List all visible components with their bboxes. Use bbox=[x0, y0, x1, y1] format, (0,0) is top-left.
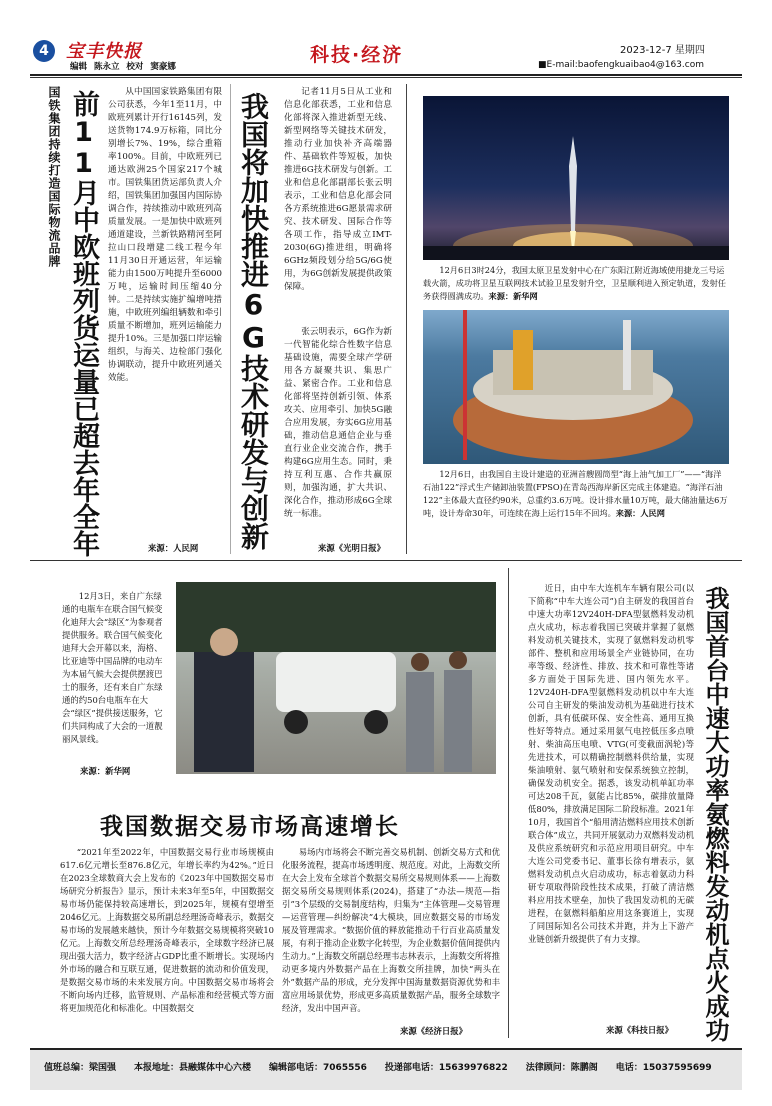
email-line: ■E-mail:baofengkuaibao4@163.com bbox=[538, 60, 704, 70]
article3-col2: 易场内市场将会不断完善交易机制、创新交易方式和优化服务流程，提高市场透明度、规范度。对此，上海数交所在大会上发布全球首个数据交易所交易规则体系——上海数据交易所交易规则体系(2024)，搭建了“办法—规范—指引”3个层级的交易制度结构，归集为“主体管理—交易管理—运营管理—纠纷解决”4大模块，回应数据交易的市场发展及管理需求。“数据价值的释放能推动千行百业高质量发展，有利于推动企业数字化转型，为企业数据价值间提供内生动力。”上海数交所副总经理韦志林表示，上海数交所将推动更多境内外数据产品在上海数交所挂牌，加快“两头在外”数据产品的形成，充分发挥中国海量数据资源优势和丰富应用场景优势，形成更多高质量数据产品，服务全球数字经济，发出中国声音。 bbox=[282, 847, 500, 1013]
article3-headline: 我国数据交易市场高速增长 bbox=[100, 814, 400, 840]
issue-date: 2023-12-7 星期四 bbox=[620, 45, 705, 56]
people-illustration bbox=[176, 582, 496, 774]
column-divider bbox=[406, 84, 407, 554]
page-number-badge: 4 bbox=[33, 40, 55, 62]
column-divider bbox=[230, 84, 231, 554]
header-divider bbox=[30, 74, 742, 76]
article1-headline: 前11月中欧班列货运量已超去年全年 bbox=[68, 90, 99, 557]
editor-line: 编辑 陈永立 校对 窦豪娜 bbox=[70, 62, 176, 72]
footer-legal-advisor: 法律顾问：陈鹏阁 bbox=[525, 1063, 598, 1073]
photo2-caption: 12月6日，由我国自主设计建造的亚洲首艘圆筒型“海上油气加工厂”——“海洋石油122”浮式生产储卸油装置(FPSO)在青岛西海岸新区完成主体建造。“海洋石油122”主体最大直径约90米，总重约3.6万吨。设计排水量10万吨，最大储油量达6万吨，设计寿命30年，可连续在海上运行15年不回坞。来源：人民网 bbox=[423, 469, 728, 518]
column-divider bbox=[508, 568, 509, 1038]
section-divider bbox=[30, 560, 742, 561]
section-title: 科技·经济 bbox=[310, 44, 404, 66]
article1-kicker: 国铁集团持续打造国际物流品牌 bbox=[47, 86, 61, 268]
rocket-illustration bbox=[423, 96, 729, 260]
footer-phone: 电话：15037595699 bbox=[615, 1063, 712, 1073]
header-divider-thin bbox=[30, 77, 742, 78]
article2-headline: 我国将加快推进6G技术研发与创新 bbox=[237, 92, 270, 550]
footer-address: 本报地址：县融媒体中心六楼 bbox=[134, 1063, 252, 1073]
dubai-green-zone-photo bbox=[176, 582, 496, 774]
article3-col1: “2021年至2022年，中国数据交易行业市场规模由617.6亿元增长至876.8亿元，年增长率约为42%。”近日在2023全球数商大会上发布的《2023年中国数据交易市场研究分析报告》显示，预计未来3年至5年，中国数据交易市场仍能保持较高速增长，到2025年，规模有望增至2046亿元。上海数据交易所副总经理汤奇峰表示，数据交易市场的发展越来越快，预计今年数据交易规模将突破10亿元。上海数交所总经理汤奇峰表示，全球数字经济已展现出强大活力，数字经济占GDP比重不断增长。实现场内外市场的融合和互联互通，促进数据的流动和价值发现，是数据交易市场的未来发展方向。中国数据交易市场将会不断向场内迁移，监管规则、产品标准和经营模式等方面将更加规范化和标准化。中国数据交 bbox=[60, 847, 274, 1013]
photo3-source: 来源：新华网 bbox=[80, 766, 131, 776]
footer-editor: 值班总编：梁国强 bbox=[44, 1063, 117, 1073]
rocket-launch-photo bbox=[423, 96, 729, 260]
article4-source: 来源《科技日报》 bbox=[606, 1025, 673, 1035]
article2-source: 来源《光明日报》 bbox=[318, 543, 385, 553]
footer-editorial-phone: 编辑部电话：7065556 bbox=[269, 1063, 367, 1073]
photo3-caption: 12月3日，来自广东绿通的电瓶车在联合国气候变化迪拜大会“绿区”为参观者提供服务。联合国气候变化迪拜大会开幕以来，海格、比亚迪等中国品牌的电动车为本届气候大会提供摆渡巴士的服务，还有来自广东绿通的约50台电瓶车在大会“绿区”提供接送服务，它们共同构成了大会的一道靓丽风景线。 bbox=[62, 591, 163, 744]
article3-source: 来源《经济日报》 bbox=[400, 1026, 467, 1036]
article4-body: 近日，由中车大连机车车辆有限公司(以下简称“中车大连公司”)自主研发的我国首台中速大功率12V240H-DFA型氨燃料发动机点火成功，标志着我国已突破并掌握了氨燃料发动机关键技术，实现了氨燃料发动机零部件、整机和应用场景全产业链协同，在功率等级、经济性、排放、技术和可靠性等诸多方面处于国际先进、国内领先水平。12V240H-DFA型氨燃料发动机以中车大连公司自主研发的柴油发动机为基础进行技术创新，具有低碳环保、安全性高、通用互换性好等特点。通过采用氨气电控低压多点喷射、柴油高压电喷、VTG(可变截面涡轮)等先进技术，可以精确控制燃料供给量，实现柴油喷射、氨气喷射和安保系统独立控制，确保发动机安全。据悉，该发动机单缸功率可达208千瓦，氨能占比85%，碳排放量降低80%，排放满足国际二阶段标准。2021年10月，我国首个“船用清洁燃料应用技术创新联合体”成立，共同开展氨动力双燃料发动机及供应系统研究和示范应用项目研究。中车大连公司党委书记、董事长徐有增表示，氨燃料发动机点火启动成功，标志着氨动力科研专项取得阶段性技术成果，打破了清洁燃料应用技术壁垒，加快了我国发动机的无碳进程，在氨燃料船舶应用这条赛道上，实现了同国际知名公司技术并跑，并为上下游产业链创新升级提供了有力支撑。 bbox=[528, 583, 694, 944]
article4-headline: 我国首台中速大功率氨燃料发动机点火成功 bbox=[701, 586, 729, 1042]
fpso-construction-photo bbox=[423, 310, 729, 464]
paper-logo: 宝丰快报 bbox=[66, 41, 142, 62]
fpso-illustration bbox=[423, 310, 729, 464]
article1-source: 来源：人民网 bbox=[148, 543, 199, 553]
footer-delivery-phone: 投递部电话：15639976822 bbox=[384, 1063, 508, 1073]
photo1-caption: 12月6日3时24分，我国太原卫星发射中心在广东阳江附近海域使用捷龙三号运载火箭，成功将卫星互联网技术试验卫星发射升空，卫星顺利进入预定轨道，发射任务获得圆满成功。来源：新华网 bbox=[423, 265, 726, 301]
article1-col1: 从中国国家铁路集团有限公司获悉，今年1至11月，中欧班列累计开行16145列，发送货物174.9万标箱，同比分别增长7%、19%，综合重箱率100%。目前，中欧班列已通达欧洲25个国家217个城市。国铁集团货运部负责人介绍，国铁集团加强国内国际协调合作，持续推动中欧班列高质量发展。一是加快中欧班列通道建设，兰新铁路精河至阿拉山口段增建二线工程今年11月30日开通运营，年运输能力由1500万吨提升至6000万吨，运输时间压缩40分钟。二是持续实施扩编增吨措施，中欧班列编组辆数和牵引质量不断增加，班列运输能力提升10%。三是加强口岸运输组织，与海关、边检部门强化协调联动，提升中欧班列通关效能。 bbox=[108, 87, 222, 383]
footer-info bbox=[44, 1060, 744, 1073]
article2-body1: 记者11月5日从工业和信息化部获悉，工业和信息化部将深入推进新型无线、新型网络等关键技术研发，推动行业加快补齐高端器件、基础软件等短板，加快推进6G技术研发与创新。工业和信息化部副部长张云明表示，工业和信息化部会同各方系统推进6G愿景需求研究、技术研发、国际合作等各项工作，指导成立IMT-2030(6G)推进组，明确将6GHz频段划分给5G/6G使用，为6G创新发展提供政策保障。 bbox=[284, 87, 392, 292]
article2-body2: 张云明表示，6G作为新一代智能化综合性数字信息基础设施，需要全球产学研用各方凝聚共识、集思广益、紧密合作。工业和信息化部将坚持创新引领、体系攻关、应用牵引、加快5G融合应用发展，夯实6G应用基础，推动信息通信企业与垂直行业企业交流合作，携手构建6G应用生态。同时，秉持互利互惠、合作共赢原则，加强沟通，扩大共识、深化合作，推动形成6G全球统一标准。 bbox=[284, 327, 392, 519]
